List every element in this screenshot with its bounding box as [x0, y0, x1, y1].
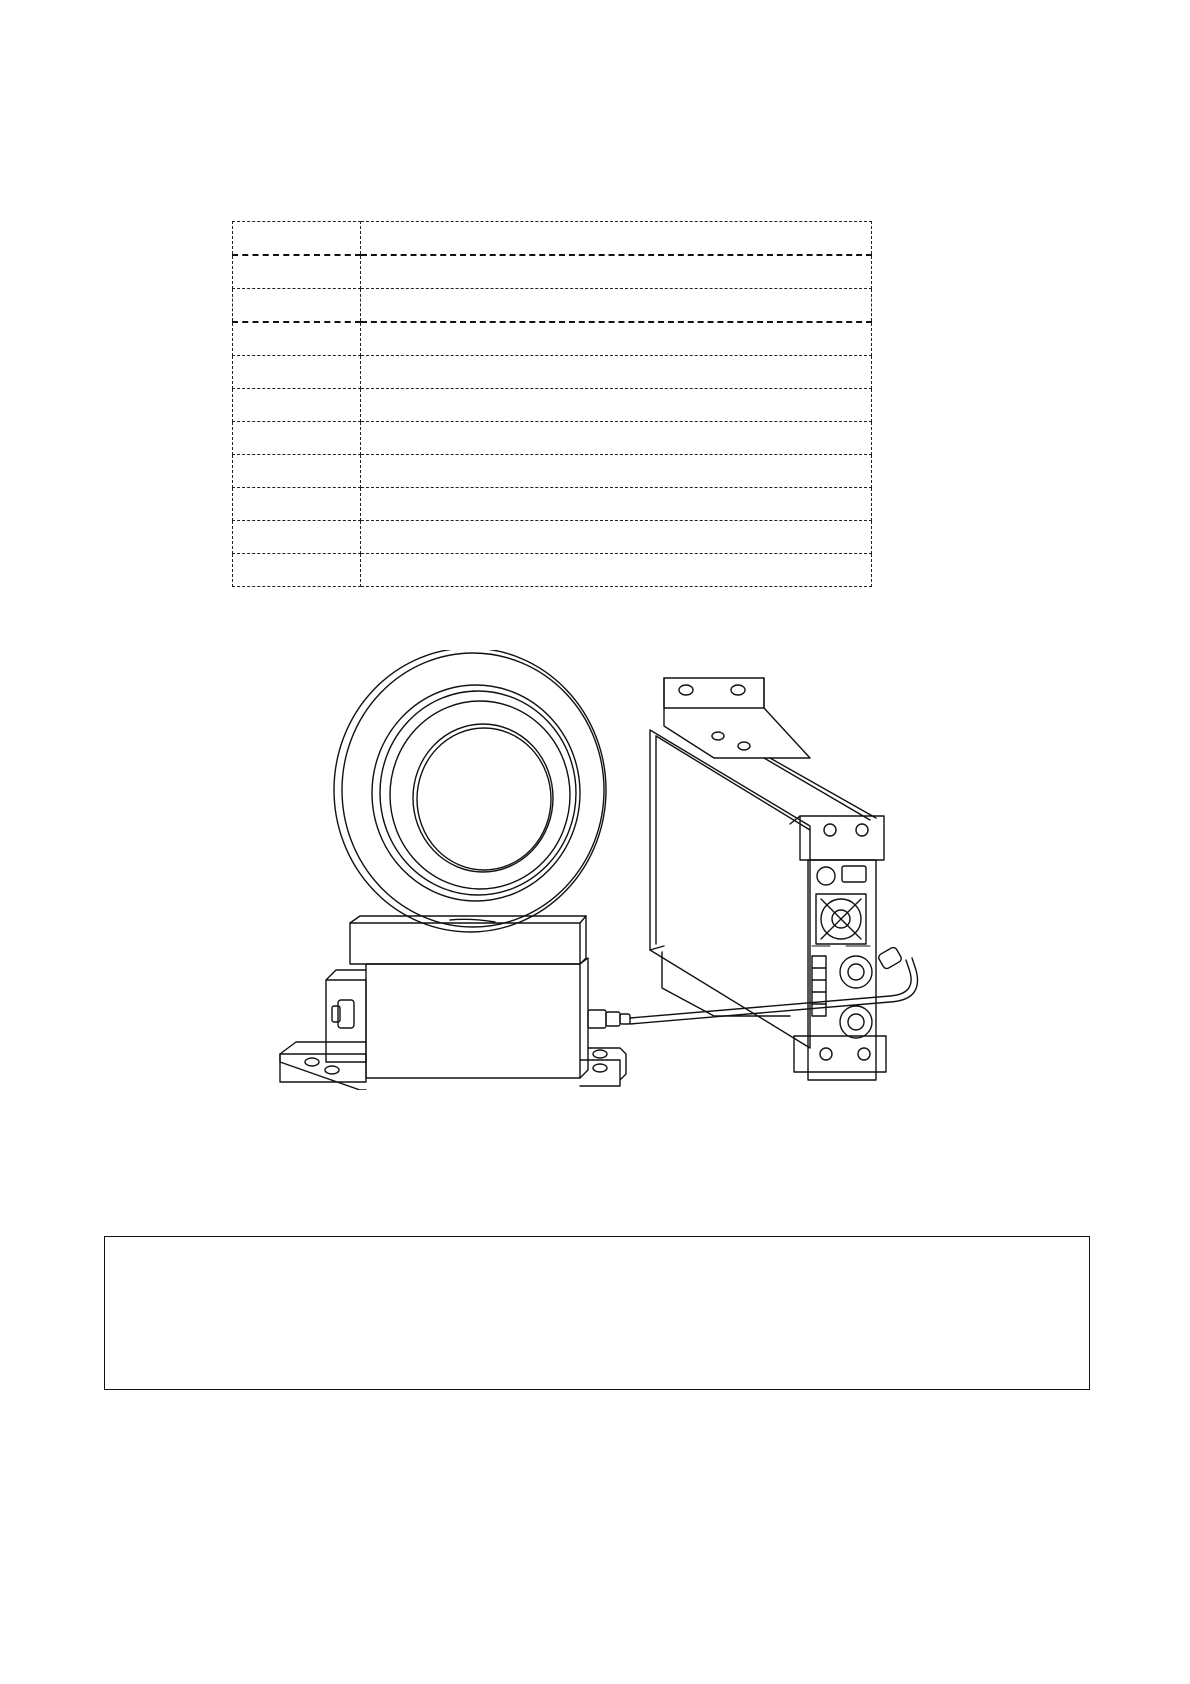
table-row	[233, 422, 872, 455]
table-cell-value	[361, 521, 872, 554]
table-cell-value	[361, 222, 872, 256]
equipment-illustration	[270, 650, 930, 1090]
table-row	[233, 222, 872, 256]
table-row	[233, 488, 872, 521]
table-cell-label	[233, 322, 361, 356]
table-cell-label	[233, 554, 361, 587]
cable-icon	[630, 946, 918, 1024]
table-cell-value	[361, 488, 872, 521]
table-row	[233, 289, 872, 323]
table-cell-value	[361, 455, 872, 488]
table-cell-label	[233, 289, 361, 323]
table-cell-label	[233, 422, 361, 455]
table-row	[233, 356, 872, 389]
spec-table	[232, 221, 872, 587]
table-cell-value	[361, 289, 872, 323]
ring-sensor-icon	[334, 650, 606, 932]
table-cell-value	[361, 389, 872, 422]
spec-table-body	[233, 222, 872, 587]
table-row	[233, 389, 872, 422]
table-cell-label	[233, 521, 361, 554]
table-row	[233, 322, 872, 356]
table-cell-value	[361, 255, 872, 289]
table-row	[233, 554, 872, 587]
table-cell-label	[233, 222, 361, 256]
note-box	[104, 1236, 1090, 1390]
table-cell-value	[361, 422, 872, 455]
table-cell-label	[233, 255, 361, 289]
table-cell-label	[233, 488, 361, 521]
sensor-base-icon	[280, 916, 630, 1090]
table-row	[233, 455, 872, 488]
current-sensor-and-amplifier-drawing-icon	[270, 650, 930, 1090]
table-cell-value	[361, 322, 872, 356]
table-cell-value	[361, 554, 872, 587]
table-row	[233, 521, 872, 554]
table-row	[233, 255, 872, 289]
table-cell-label	[233, 389, 361, 422]
table-cell-value	[361, 356, 872, 389]
table-cell-label	[233, 455, 361, 488]
table-cell-label	[233, 356, 361, 389]
